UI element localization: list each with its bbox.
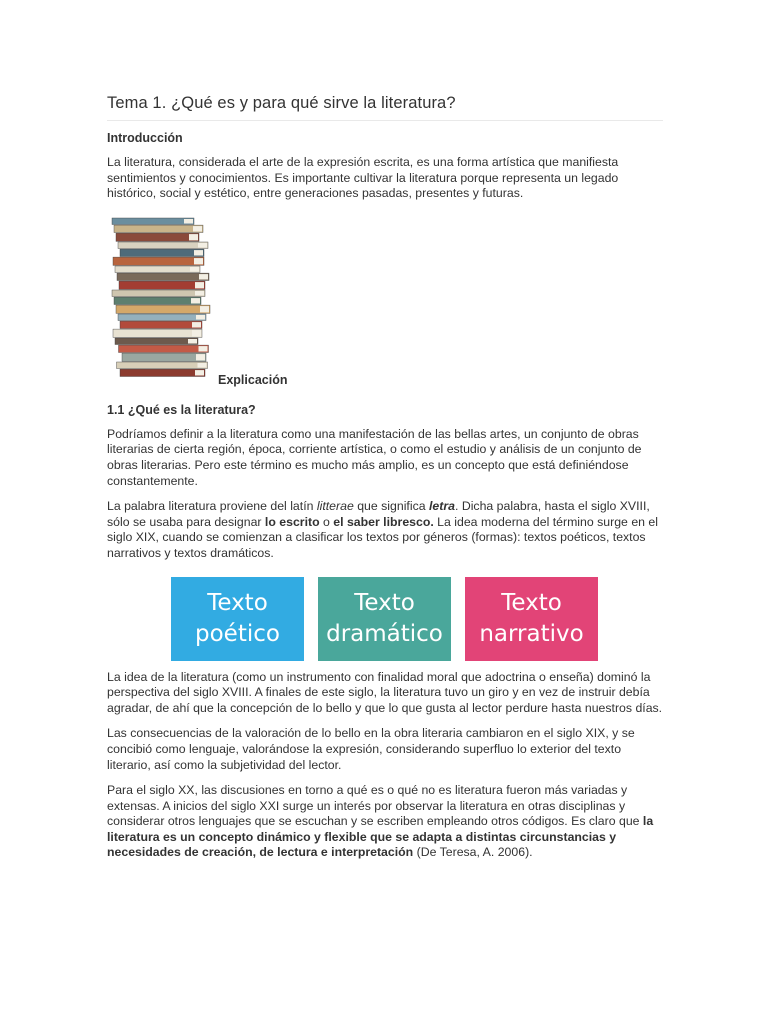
book-pages xyxy=(191,298,200,303)
section-1-1-paragraph-2 xyxy=(107,499,663,561)
book-spine xyxy=(115,338,198,345)
tile-line: Texto xyxy=(354,589,415,616)
book-pages xyxy=(199,346,208,351)
book-pages xyxy=(196,315,205,320)
text-run: o xyxy=(319,514,334,529)
book-pages xyxy=(199,274,208,279)
book-pages xyxy=(194,258,203,264)
book-spine xyxy=(119,281,205,289)
book-spine xyxy=(114,297,201,304)
book-pages xyxy=(188,339,197,344)
book-pages xyxy=(192,322,201,327)
book-spine xyxy=(112,218,194,225)
book-pages xyxy=(195,282,204,288)
book-pages xyxy=(200,306,209,312)
text-run: La idea moderna del término surge en el siglo XIX, cuando se comienzan a clasificar los textos por géneros (formas): textos poéticos, textos narrativos y textos dramáticos. xyxy=(107,514,658,560)
tile-texto-dramatico xyxy=(318,577,451,661)
paragraph-siglo-xix: Las consecuencias de la valoración de lo bello en la obra literaria cambiaron en el siglo XIX, y se concibió como lenguaje, valorándose la expresión, considerando superfluo lo exterior del texto literario, así como la subjetividad del lector. xyxy=(107,726,635,772)
section-1-1-paragraph-1: Podríamos definir a la literatura como una manifestación de las bellas artes, un conjunto de obras literarias de cierta región, época, corriente artística, o como el estudio y análisis de un conjunto de obras literarias. Pero este término es mucho más amplio, es un concepto que está definiéndose constantemente. xyxy=(107,426,642,488)
tile-line: dramático xyxy=(326,620,443,647)
book-pages xyxy=(194,250,203,255)
book-spine xyxy=(120,321,202,328)
book-spine xyxy=(113,257,204,265)
book-pages xyxy=(189,234,198,240)
page-title: Tema 1. ¿Qué es y para qué sirve la literatura? xyxy=(107,94,663,121)
book-spine xyxy=(117,362,208,369)
tile-texto-poetico xyxy=(171,577,304,661)
letra-term: letra xyxy=(429,499,455,514)
book-spine xyxy=(118,314,206,321)
tile-line: narrativo xyxy=(479,620,584,647)
document-content xyxy=(107,94,663,861)
book-spine xyxy=(122,353,206,361)
book-pages xyxy=(184,219,193,224)
book-pages xyxy=(198,363,207,368)
book-spine xyxy=(120,249,204,256)
saber-libresco-term: el saber libresco. xyxy=(333,514,434,529)
book-spine xyxy=(118,242,208,249)
book-spine xyxy=(112,290,205,297)
tile-texto-narrativo xyxy=(465,577,598,661)
book-pages xyxy=(196,354,205,360)
book-pages xyxy=(193,226,202,231)
bold-statement: la literatura es un concepto dinámico y flexible que se adapta a distintas circunstancias y necesidades de creación, de lectura e interpretación xyxy=(107,814,654,860)
book-spine xyxy=(119,345,209,352)
book-pages xyxy=(198,243,207,248)
text-run: que significa xyxy=(353,499,429,514)
book-spine xyxy=(117,273,209,280)
book-pages xyxy=(195,291,204,296)
latin-term: litterae xyxy=(316,499,354,514)
book-pages xyxy=(192,330,201,336)
book-spine xyxy=(115,266,200,273)
intro-heading: Introducción xyxy=(107,131,183,145)
lo-escrito-term: lo escrito xyxy=(264,514,320,529)
text-run: La palabra literatura proviene del latín xyxy=(107,499,317,514)
citation: (De Teresa, A. 2006). xyxy=(413,845,533,860)
book-spine xyxy=(116,233,199,241)
tile-line: poético xyxy=(195,620,280,647)
book-pages xyxy=(195,370,204,375)
text-run: Para el siglo XX, las discusiones en torno a qué es o qué no es literatura fueron más variadas y extensas. A inicios del siglo XXI surge un interés por observar la literatura en otras disciplinas y considerar otros lenguajes que se escuchan y se escriben empleando otros códigos. Es claro que xyxy=(107,783,643,829)
book-spine xyxy=(120,369,205,376)
tile-line: Texto xyxy=(501,589,562,616)
text-run: . Dicha palabra, hasta el siglo XVIII, sólo se usaba para designar xyxy=(107,499,650,529)
paragraph-siglo-xx xyxy=(107,783,663,861)
section-1-1-heading: 1.1 ¿Qué es la literatura? xyxy=(107,402,256,417)
book-spine xyxy=(114,225,203,232)
explicacion-caption: Explicación xyxy=(218,372,288,387)
book-spine xyxy=(113,329,202,337)
book-spine xyxy=(116,305,210,313)
books-figure xyxy=(107,216,663,392)
intro-paragraph: La literatura, considerada el arte de la expresión escrita, es una forma artística que manifiesta sentimientos y conocimientos. Es importante cultivar la literatura porque representa un legado histórico, social y estético, entre generaciones pasadas, presentes y futuras. xyxy=(107,155,619,201)
book-pages xyxy=(190,267,199,272)
genre-tiles xyxy=(107,577,663,661)
paragraph-siglo-xviii: La idea de la literatura (como un instrumento con finalidad moral que adoctrina o enseña) dominó la perspectiva del siglo XVIII. A finales de este siglo, la literatura tuvo un giro y en vez de instruir debía agradar, de ahí que la concepción de lo bello y que lo que gusta al lector perdure hasta nuestros días. xyxy=(107,669,663,715)
stack-of-books-image xyxy=(109,216,219,388)
tile-line: Texto xyxy=(207,589,268,616)
